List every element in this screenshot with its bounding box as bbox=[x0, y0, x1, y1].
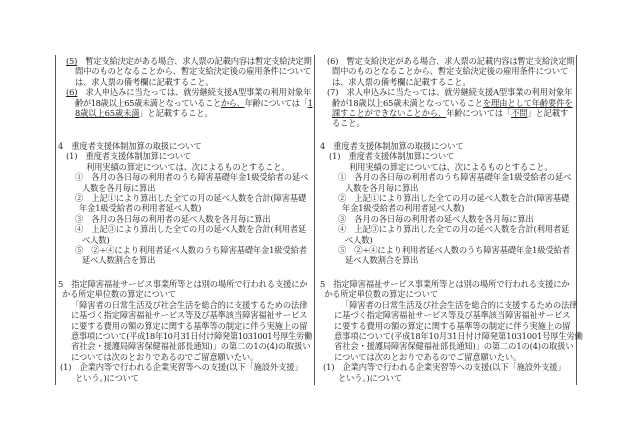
text-segment: に要する費用の額の算定に関する基準等の制定に伴う実施上の留 bbox=[71, 320, 308, 331]
text-line bbox=[75, 245, 307, 255]
text-line bbox=[58, 279, 308, 289]
text-segment: は、求人票の備考欄に記載すること。 bbox=[75, 76, 214, 87]
text-segment: ⑤ ②÷④により利用者延べ人数のうち障害基礎年金1級受給者 bbox=[75, 245, 307, 255]
text-line bbox=[338, 224, 569, 234]
text-line bbox=[71, 321, 307, 331]
text-segment: 年金1級受給者の利用者延べ人数) bbox=[79, 203, 202, 214]
underlined-text: 不問 bbox=[511, 108, 528, 118]
text-line bbox=[338, 373, 402, 383]
text-line bbox=[71, 331, 312, 341]
text-line bbox=[75, 98, 312, 108]
text-line bbox=[334, 352, 521, 362]
text-line bbox=[327, 56, 575, 66]
text-segment: (1) 重度者支援体制加算について bbox=[329, 151, 455, 162]
underlined-text: 8歳以上65歳未満 bbox=[75, 108, 140, 118]
text-segment: に要する費用の額の算定に関する基準等の制定に伴う実施上の留 bbox=[334, 320, 571, 331]
text-line bbox=[58, 141, 201, 151]
text-segment: ⑤ ②÷④により利用者延べ人数のうち障害基礎年金1級受給者 bbox=[338, 245, 570, 255]
text-segment: 延べ人数割合を算出 bbox=[82, 255, 156, 266]
text-line bbox=[86, 162, 290, 172]
text-segment: は、求人票の備考欄に記載すること。 bbox=[332, 76, 471, 87]
text-segment: 利用実績の算定については、次によるものとすること。 bbox=[86, 161, 290, 172]
text-line bbox=[62, 289, 176, 299]
text-segment: に基づく指定障害福祉サービス等及び基準該当障害福祉サービス bbox=[334, 310, 571, 321]
text-segment: 延べ人数割合を算出 bbox=[345, 255, 419, 266]
text-segment: ④ 上記③により算出した全ての月の延べ人数を合計(利用者延 bbox=[75, 224, 307, 235]
text-segment: べ人数) bbox=[345, 234, 373, 245]
text-line bbox=[323, 362, 566, 372]
text-line bbox=[332, 108, 568, 118]
text-segment: (1) 企業内等で行われる企業実習等への支援(以下「施設外支援」 bbox=[60, 362, 303, 373]
text-line bbox=[82, 255, 155, 265]
underlined-text: から、 bbox=[220, 97, 245, 108]
right-column-current bbox=[315, 0, 583, 441]
text-segment: ④ 上記③により算出した全ての月の延べ人数を合計(利用者延 bbox=[338, 224, 570, 235]
text-segment: (6) 暫定支給決定がある場合、求人票の記載内容は暫定支給決定期 bbox=[327, 56, 575, 66]
text-segment: 「障害者の日常生活及び社会生活を総合的に支援するための法律 bbox=[71, 299, 308, 310]
text-segment: 利用実績の算定については、次によるものとすること。 bbox=[349, 161, 553, 172]
text-line bbox=[338, 245, 570, 255]
text-segment: については次のとおりであるのでご留意願いたい。 bbox=[71, 351, 259, 362]
text-segment: 4 重度者支援体制加算の取扱について bbox=[320, 141, 464, 151]
text-segment: (1) 重度者支援体制加算について bbox=[66, 151, 192, 162]
text-line bbox=[334, 341, 574, 351]
text-line bbox=[320, 141, 463, 151]
text-segment: ① 各月の各日毎の利用者のうち障害基礎年金1級受給者の延べ bbox=[338, 172, 572, 183]
text-segment: 年金1級受給者の利用者延べ人数) bbox=[342, 203, 465, 214]
text-line bbox=[75, 373, 139, 383]
text-line bbox=[75, 77, 214, 87]
text-segment: ③ 各月の各日毎の利用者の延べ人数を各月毎に算出 bbox=[75, 213, 271, 224]
text-line bbox=[71, 310, 307, 320]
text-segment: 省社会・援護局障害保健福祉部長通知)」の第二の1の(4)の取扱い bbox=[334, 341, 574, 352]
text-line bbox=[75, 224, 306, 234]
text-segment: 4 重度者支援体制加算の取扱について bbox=[58, 141, 202, 151]
text-segment: については次のとおりであるのでご留意願いたい。 bbox=[334, 351, 522, 362]
text-line bbox=[75, 66, 311, 76]
text-line bbox=[327, 87, 572, 97]
text-segment: かる所定単位数の算定について bbox=[62, 289, 176, 300]
text-segment: 間中のものとなることから、暫定支給決定後の雇用条件について bbox=[332, 66, 569, 77]
text-line bbox=[75, 214, 271, 224]
text-segment: かる所定単位数の算定について bbox=[324, 289, 438, 300]
text-line bbox=[75, 172, 308, 182]
text-segment: 暫定支給決定がある場合、求人票の記載内容は暫定支給決定期 bbox=[77, 56, 312, 66]
text-line bbox=[82, 183, 155, 193]
text-line bbox=[329, 151, 454, 161]
text-segment: (7) 求人申込みに当たっては、就労継続支援A型事業の利用対象年 bbox=[327, 87, 573, 98]
text-line bbox=[82, 235, 110, 245]
text-line bbox=[338, 172, 571, 182]
text-segment: 5 指定障害福祉サービス事業所等とは別の場所で行われる支援にか bbox=[320, 279, 570, 289]
text-line bbox=[349, 162, 553, 172]
text-line bbox=[79, 203, 201, 213]
text-segment: ② 上記①により算出した全ての月の延べ人数を合計(障害基礎 bbox=[75, 193, 307, 203]
text-line bbox=[334, 321, 570, 331]
text-segment: 年齢については「 bbox=[244, 97, 308, 108]
text-line bbox=[332, 98, 573, 108]
text-segment: 「障害者の日常生活及び社会生活を総合的に支援するための法律 bbox=[341, 299, 578, 310]
text-line bbox=[332, 118, 365, 128]
text-line bbox=[75, 193, 306, 203]
text-segment: 年齢については「 bbox=[446, 108, 512, 118]
text-line bbox=[341, 300, 577, 310]
underlined-text: (5) bbox=[66, 56, 78, 66]
text-line bbox=[66, 151, 191, 161]
text-segment: という。)について bbox=[75, 372, 139, 383]
text-line bbox=[71, 300, 307, 310]
text-segment: 省社会・援護局障害保健福祉部長通知)」の第二の1の(4)の取扱い bbox=[71, 341, 311, 352]
text-line bbox=[332, 66, 568, 76]
text-line bbox=[338, 193, 569, 203]
underlined-text: 1 bbox=[307, 97, 313, 108]
text-line bbox=[75, 108, 213, 118]
text-segment: 人数を各月毎に算出 bbox=[345, 182, 419, 193]
text-segment: という。)について bbox=[338, 372, 402, 383]
text-line bbox=[71, 341, 311, 351]
text-segment: 齢が18歳以上65歳未満となっていること bbox=[332, 97, 483, 108]
text-segment: 」と記載す bbox=[527, 108, 569, 118]
text-line bbox=[334, 310, 570, 320]
text-line bbox=[324, 289, 438, 299]
text-segment: べ人数) bbox=[82, 234, 110, 245]
text-segment: ② 上記①により算出した全ての月の延べ人数を合計(障害基礎 bbox=[338, 193, 570, 203]
left-column-revised bbox=[56, 0, 314, 441]
text-line bbox=[60, 362, 303, 372]
text-segment: ③ 各月の各日毎の利用者の延べ人数を各月毎に算出 bbox=[338, 213, 534, 224]
text-segment: ること。 bbox=[332, 118, 365, 129]
text-segment: 意事項について(平成18年10月31日付け障発第1031001号厚生労働 bbox=[334, 331, 583, 341]
text-segment: 意事項について(平成18年10月31日付け障発第1031001号厚生労働 bbox=[71, 331, 312, 341]
text-line bbox=[345, 183, 418, 193]
text-segment: 5 指定障害福祉サービス事業所等とは別の場所で行われる支援にか bbox=[58, 279, 308, 289]
text-line bbox=[320, 279, 570, 289]
underlined-text: (6) bbox=[66, 87, 78, 98]
text-segment: ① 各月の各日毎の利用者のうち障害基礎年金1級受給者の延べ bbox=[75, 172, 309, 183]
underlined-text: 課すことができないことから、 bbox=[332, 108, 447, 118]
text-line bbox=[66, 56, 312, 66]
text-line bbox=[71, 352, 258, 362]
text-line bbox=[342, 203, 464, 213]
text-line bbox=[66, 87, 311, 97]
text-line bbox=[338, 214, 534, 224]
text-segment: 」と記載すること。 bbox=[139, 108, 213, 118]
text-line bbox=[345, 255, 418, 265]
text-line bbox=[334, 331, 583, 341]
underlined-text: を理由として年齢要件を bbox=[482, 97, 573, 108]
text-segment: 人数を各月毎に算出 bbox=[82, 182, 156, 193]
text-segment: (1) 企業内等で行われる企業実習等への支援(以下「施設外支援」 bbox=[323, 362, 566, 373]
text-line bbox=[345, 235, 373, 245]
text-segment: 齢が18歳以上65歳未満となっていること bbox=[75, 97, 221, 108]
text-line bbox=[332, 77, 471, 87]
text-segment: に基づく指定障害福祉サービス等及び基準該当障害福祉サービス bbox=[71, 310, 308, 321]
text-segment: 求人申込みに当たっては、就労継続支援A型事業の利用対象年 bbox=[77, 87, 312, 98]
text-segment: 間中のものとなることから、暫定支給決定後の雇用条件について bbox=[75, 66, 312, 77]
